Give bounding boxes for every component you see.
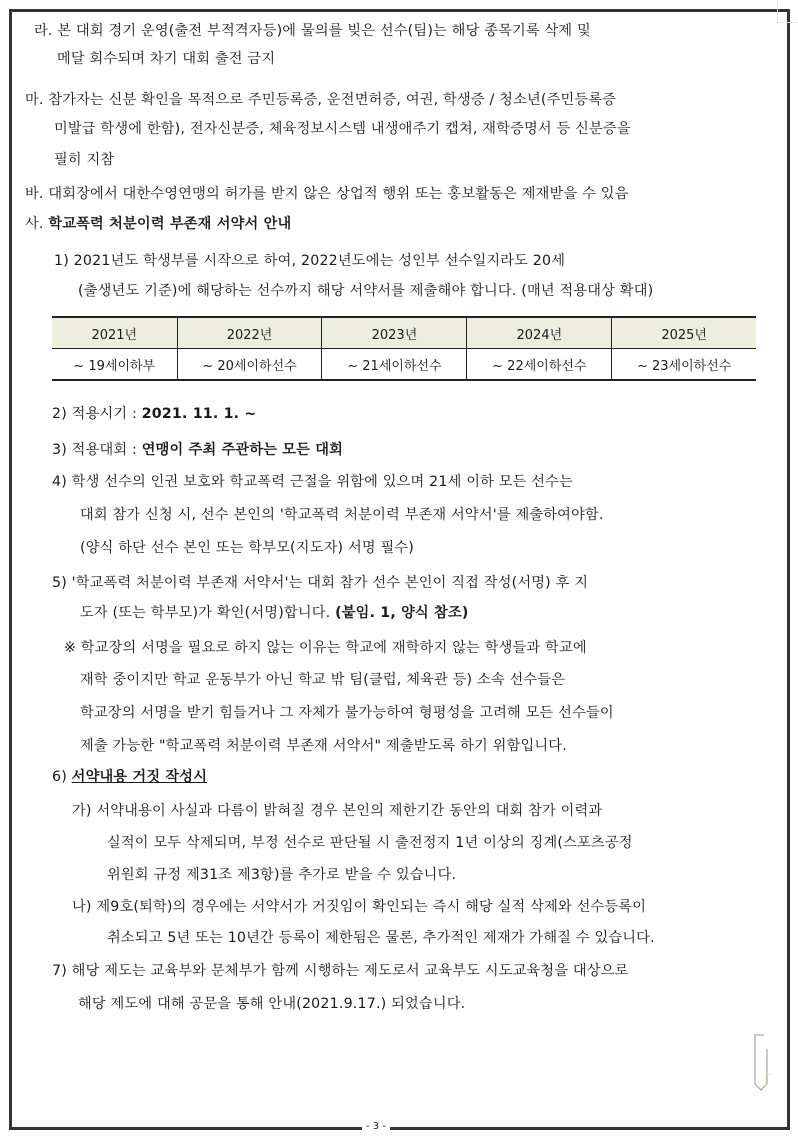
item-5-line2-text: 도자 (또는 학부모)가 확인(서명)합니다. [80,605,336,621]
item-4-line2: 대회 참가 신청 시, 선수 본인의 '학교폭력 처분이력 부존재 서약서'를 제출하여야함. [80,507,604,523]
note-line1: ※ 학교장의 서명을 필요로 하지 않는 이유는 학교에 재학하지 않는 학생들과 학교에 [64,640,587,656]
item-2-label: 2) 적용시기 : [52,406,142,422]
section-sa-heading [25,214,291,234]
item-ma-line2: 미발급 학생에 한함), 전자신분증, 체육정보시스템 내생애주기 캡쳐, 재학증명서 등 신분증을 [54,121,631,137]
item-6-prefix: 6) [52,769,72,785]
age-eligibility-table [52,316,756,381]
item-3-value: 연맹이 주최 주관하는 모든 대회 [141,442,344,458]
item-3-label: 3) 적용대회 : [52,442,142,458]
item-6-ga-line2: 실적이 모두 삭제되며, 부정 선수로 판단될 시 출전정지 1년 이상의 징계(스포츠공정 [107,835,633,851]
table-header-2023: 2023년 [322,317,467,349]
table-cell: ~ 20세이하선수 [177,349,322,381]
item-ma-line1: 마. 참가자는 신분 확인을 목적으로 주민등록증, 운전면허증, 여권, 학생증 / 청소년(주민등록증 [25,92,617,108]
table-header-row [52,317,756,349]
item-ma-line3: 필히 지참 [54,152,115,168]
item-2-value: 2021. 11. 1. ~ [141,406,257,422]
corner-crop-mark [777,0,798,23]
item-5-line1: 5) '학교폭력 처분이력 부존재 서약서'는 대회 참가 선수 본인이 직접 작성(서명) 후 지 [52,575,589,591]
item-6-title: 서약내용 거짓 작성시 [71,769,208,785]
item-7-line1: 7) 해당 제도는 교육부와 문체부가 함께 시행하는 제도로서 교육부도 시도교육청을 대상으로 [52,963,629,979]
table-header-2025: 2025년 [612,317,756,349]
section-sa-prefix: 사. [25,216,44,232]
item-6-na-line1: 나) 제9호(퇴학)의 경우에는 서약서가 거짓임이 확인되는 즉시 해당 실적 삭제와 선수등록이 [72,899,647,915]
page-number: - 3 - [362,1122,390,1132]
section-sa-title: 학교폭력 처분이력 부존재 서약서 안내 [48,216,292,232]
item-6-ga-line1: 가) 서약내용이 사실과 다름이 밝혀질 경우 본인의 제한기간 동안의 대회 참가 이력과 [72,803,603,819]
item-1-line2: (출생년도 기준)에 해당하는 선수까지 해당 서약서를 제출해야 합니다. (매년 적용대상 확대) [78,283,654,299]
table-header-2022: 2022년 [177,317,322,349]
note-line3: 학교장의 서명을 받기 힘들거나 그 자체가 불가능하여 형평성을 고려해 모든 선수들이 [80,705,614,721]
item-ra-line2: 메달 회수되며 차기 대회 출전 금지 [57,51,276,67]
table-header-2024: 2024년 [467,317,612,349]
paperclip-icon [752,1032,772,1092]
item-5-attachment-ref: (붙임. 1, 양식 참조) [335,605,469,621]
item-6-heading [52,767,207,787]
item-2 [52,404,256,424]
table-row [52,349,756,381]
note-line2: 재학 중이지만 학교 운동부가 아닌 학교 밖 팀(클럽, 체육관 등) 소속 선수들은 [80,672,566,688]
item-7-line2: 해당 제도에 대해 공문을 통해 안내(2021.9.17.) 되었습니다. [78,996,466,1012]
item-3 [52,440,343,460]
item-6-na-line2: 취소되고 5년 또는 10년간 등록이 제한됨은 물론, 추가적인 제재가 가해질 수 있습니다. [107,930,655,946]
table-header-2021: 2021년 [91,327,138,343]
item-1-line1: 1) 2021년도 학생부를 시작으로 하여, 2022년도에는 성인부 선수일지라도 20세 [54,253,566,269]
table-cell: ~ 22세이하선수 [467,349,612,381]
item-4-line3: (양식 하단 선수 본인 또는 학부모(지도자) 서명 필수) [80,540,415,556]
table-cell: ~ 21세이하선수 [322,349,467,381]
item-5-line2 [80,603,469,623]
item-6-ga-line3: 위원회 규정 제31조 제3항)를 추가로 받을 수 있습니다. [107,867,457,883]
item-ra-line1: 라. 본 대회 경기 운영(출전 부적격자등)에 물의를 빚은 선수(팀)는 해당 종목기록 삭제 및 [34,23,591,39]
table-cell: ~ 19세이하부 [73,358,156,374]
table-cell: ~ 23세이하선수 [612,349,756,381]
item-ba-line1: 바. 대회장에서 대한수영연맹의 허가를 받지 않은 상업적 행위 또는 홍보활동은 제재받을 수 있음 [25,186,629,202]
note-line4: 제출 가능한 "학교폭력 처분이력 부존재 서약서" 제출받도록 하기 위함입니다. [80,738,567,754]
item-4-line1: 4) 학생 선수의 인권 보호와 학교폭력 근절을 위함에 있으며 21세 이하 모든 선수는 [52,474,573,490]
